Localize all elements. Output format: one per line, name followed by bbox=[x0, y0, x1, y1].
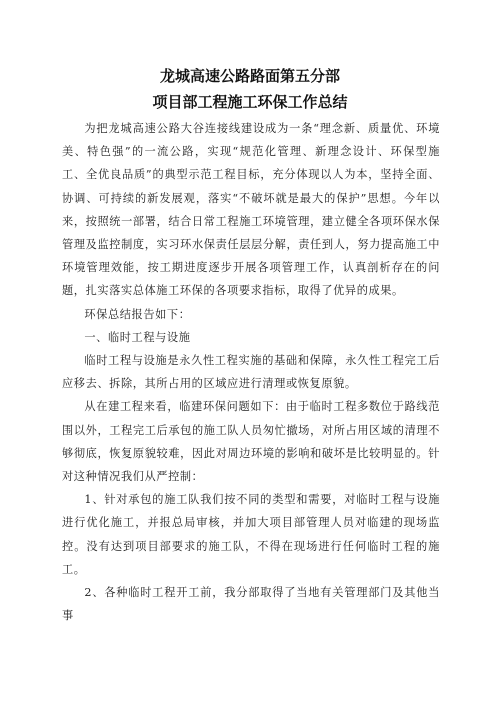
section-heading-temporary-works: 一、临时工程与设施 bbox=[84, 330, 191, 344]
paragraph-measure-2: 2、各种临时工程开工前，我分部取得了当地有关管理部门及其他当事 bbox=[62, 586, 440, 623]
document-title-line1: 龙城高速公路路面第五分部 bbox=[159, 67, 340, 85]
paragraph-report-lead: 环保总结报告如下： bbox=[84, 307, 191, 321]
paragraph-intro: 为把龙城高速公路大谷连接线建设成为一条“理念新、质量优、环境美、特色强”的一流公路，实现“规范化管理、新理念设计、环保型施工、全优良品质”的典型示范工程目标，充分体现以人为本，坚持全面、协调、可持续的新发展观，落实“不破坏就是最大的保护”思想。今年以来，按照统一部署，结合日常工程施工环境管理，建立健全各项环保水保管理及监控制度，实习环水保责任层层分解，责任到人，努力提高施工中环境管理效能，按工期进度逐步开展各项管理工作，认真剖析存在的问题，扎实落实总体施工环保的各项要求指标，取得了优异的成果。 bbox=[62, 122, 440, 298]
paragraph-existing-issues: 从在建工程来看，临建环保问题如下：由于临时工程多数位于路线范围以外，工程完工后承包的施工队人员匆忙撤场，对所占用区域的清理不够彻底，恢复原貌较难，因此对周边环境的影响和破坏是比较明显的。针对这种情况我们从严控制： bbox=[62, 400, 440, 484]
paragraph-measure-1: 1、针对承包的施工队我们按不同的类型和需要，对临时工程与设施进行优化施工，并报总局审核，并加大项目部管理人员对临建的现场监控。没有达到项目部要求的施工队，不得在现场进行任何临时工程的施工。 bbox=[62, 493, 440, 576]
paragraph-temporary-works: 临时工程与设施是永久性工程实施的基础和保障，永久性工程完工后应移去、拆除，其所占用的区域应进行清理或恢复原貌。 bbox=[62, 354, 440, 391]
document-body bbox=[62, 117, 440, 627]
document-title-line2: 项目部工程施工环保工作总结 bbox=[152, 93, 348, 111]
